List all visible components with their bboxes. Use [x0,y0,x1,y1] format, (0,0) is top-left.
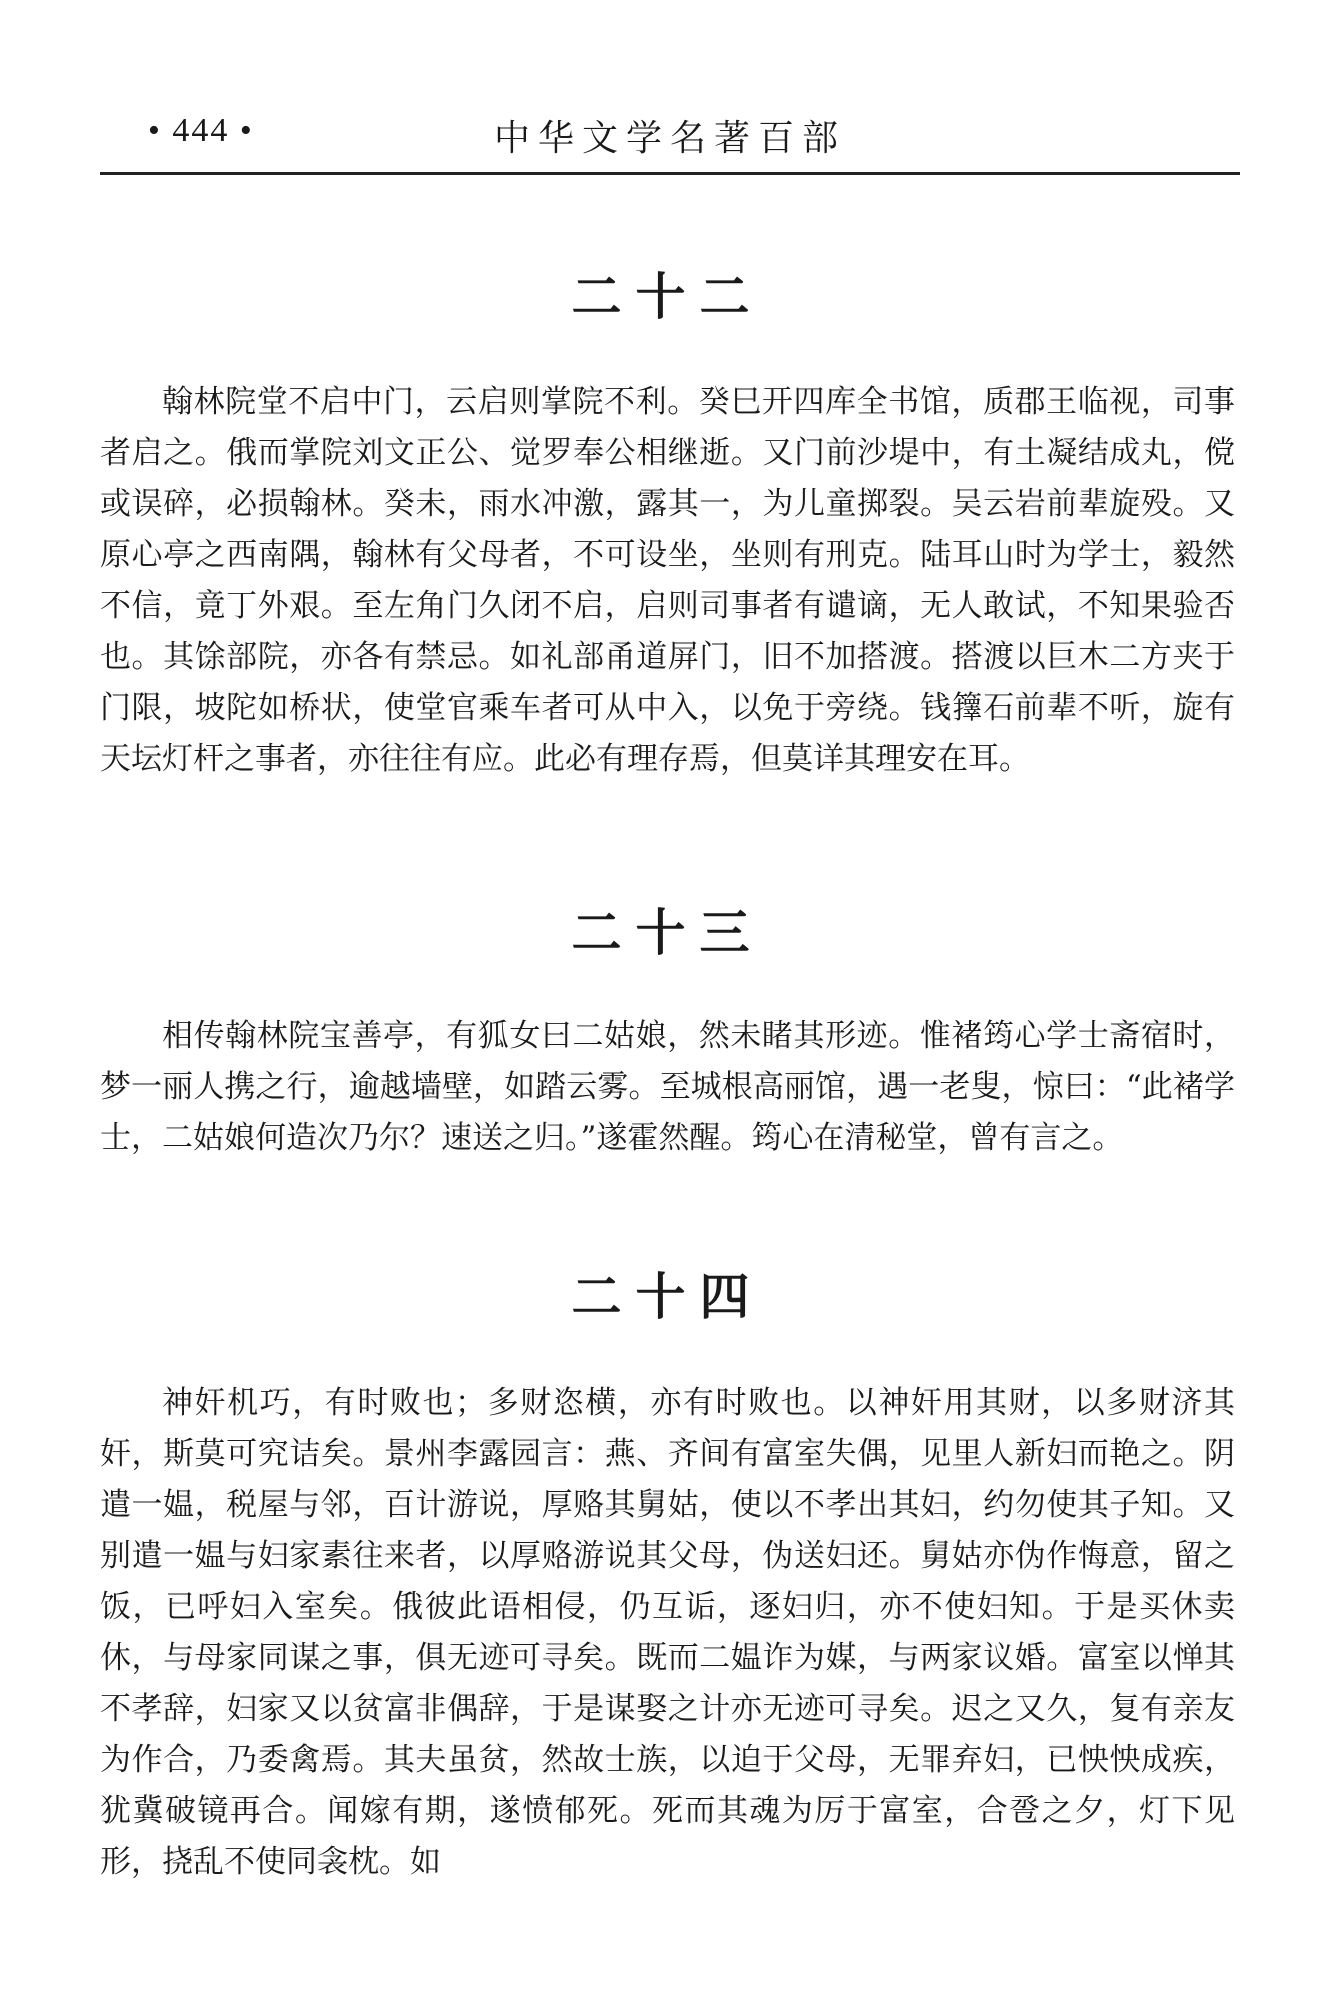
book-title: 中华文学名著百部 [493,118,846,159]
section-23 [100,898,1235,1164]
page-number: • 444 • [148,112,254,149]
section-24 [100,1262,1235,1888]
section-title: 二十三 [571,904,764,962]
page-header [100,108,1240,175]
section-body: 相传翰林院宝善亭，有狐女曰二姑娘，然未睹其形迹。惟褚筠心学士斋宿时，梦一丽人携之行，逾越墙壁，如踏云雾。至城根高丽馆，遇一老叟，惊曰：“此褚学士，二姑娘何造次乃尔？速送之归。”遂霍然醒。筠心在清秘堂，曾有言之。 [100,1018,1235,1156]
section-22 [100,262,1235,785]
section-body: 神奸机巧，有时败也；多财恣横，亦有时败也。以神奸用其财，以多财济其奸，斯莫可究诘矣。景州李露园言：燕、齐间有富室失偶，见里人新妇而艳之。阴遣一媪，税屋与邻，百计游说，厚赂其舅姑，使以不孝出其妇，约勿使其子知。又别遣一媪与妇家素往来者，以厚赂游说其父母，伪送妇还。舅姑亦伪作悔意，留之饭，已呼妇入室矣。俄彼此语相侵，仍互诟，逐妇归，亦不使妇知。于是买休卖休，与母家同谋之事，俱无迹可寻矣。既而二媪诈为媒，与两家议婚。富室以惮其不孝辞，妇家又以贫富非偶辞，于是谋娶之计亦无迹可寻矣。迟之又久，复有亲友为作合，乃委禽焉。其夫虽贫，然故士族，以迫于父母，无罪弃妇，已怏怏成疾，犹冀破镜再合。闻嫁有期，遂愤郁死。死而其魂为厉于富室，合卺之夕，灯下见形，挠乱不使同衾枕。如 [100,1385,1235,1880]
section-title: 二十二 [571,268,764,326]
section-title: 二十四 [571,1268,764,1326]
section-body: 翰林院堂不启中门，云启则掌院不利。癸巳开四库全书馆，质郡王临视，司事者启之。俄而掌院刘文正公、觉罗奉公相继逝。又门前沙堤中，有土凝结成丸，傥或误碎，必损翰林。癸未，雨水冲激，露其一，为儿童掷裂。吴云岩前辈旋殁。又原心亭之西南隅，翰林有父母者，不可设坐，坐则有刑克。陆耳山时为学士，毅然不信，竟丁外艰。至左角门久闭不启，启则司事者有谴谪，无人敢试，不知果验否也。其馀部院，亦各有禁忌。如礼部甬道屏门，旧不加搭渡。搭渡以巨木二方夹于门限，坡陀如桥状，使堂官乘车者可从中入，以免于旁绕。钱籜石前辈不听，旋有天坛灯杆之事者，亦往往有应。此必有理存焉，但莫详其理安在耳。 [100,384,1235,777]
